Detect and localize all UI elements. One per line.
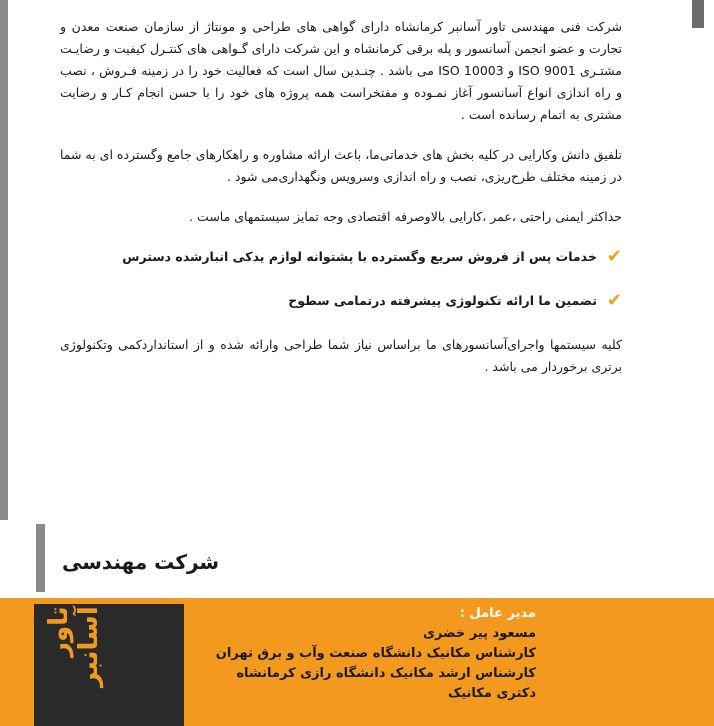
orange-band bbox=[0, 598, 714, 726]
bullet-item-after-sales bbox=[60, 246, 622, 268]
manager-degree-2: کارشناس ارشد مکانیک دانشگاه رازی کرمانشاه bbox=[236, 666, 536, 681]
footer-section bbox=[0, 520, 714, 726]
top-right-bar bbox=[692, 0, 704, 28]
manager-name: مسعود پیر خضری bbox=[423, 626, 536, 641]
check-icon: ✔ bbox=[606, 290, 622, 311]
manager-role: مدیر عامل : bbox=[459, 606, 536, 621]
gray-vertical-bar bbox=[36, 524, 45, 592]
intro-paragraph-1: شرکت فنی مهندسی تاور آسانبر کرمانشاه دارای گواهی های طراحی و مونتاژ از سازمان صنعت معدن و تجارت و عضو انجمن آسانسور و پله برقی کرمانشاه و این شرکت دارای گـواهی های کنتـرل کیفیت و رضایـت مشتـری ISO 9001 و ISO 10003 می باشد . چنـدین سال است که فعالیت خود را در زمینه فـروش ، نصب و راه اندازی انواع آسانسور آغاز نمـوده و مفتخراست همه پروژه های خود را با حسن انجام کـار و رضایت مشتری به اتمام رسانده است . bbox=[60, 19, 623, 122]
main-content bbox=[60, 16, 622, 396]
bullet-text: خدمات پس از فروش سریع وگسترده با پشتوانه لوازم یدکی انبارشده دسترس bbox=[122, 249, 597, 264]
intro-paragraph-2: تلفیق دانش وکارایی در کلیه بخش های خدماتی‌ما، باعث ارائه مشاوره و راهکارهای جامع وگسترده ای به شما در زمینه مختلف طرح‌ریزی، نصب و راه اندازی وسرویس ونگهداری‌می شود . bbox=[60, 147, 622, 184]
brand-name-vertical: تاور آسانبر bbox=[44, 606, 104, 687]
manager-degree-1: کارشناس مکانیک دانشگاه صنعت وآب و برق تهران bbox=[215, 646, 536, 661]
company-label: شرکت مهندسی bbox=[62, 550, 220, 574]
left-gray-strip bbox=[0, 0, 8, 520]
intro-paragraph-3: حداکثر ایمنی راحتی ،عمر ،کارایی بالاوصرفه اقتصادی وجه تمایز سیستمهای ماست . bbox=[189, 209, 622, 224]
manager-info bbox=[216, 604, 536, 704]
bullet-text: تضمین ما ارائه تکنولوژی پیشرفته درتمامی سطوح bbox=[288, 293, 597, 308]
bullet-item-technology bbox=[60, 290, 622, 312]
check-icon: ✔ bbox=[606, 246, 622, 267]
manager-degree-3: دکتری مکانیک bbox=[447, 686, 536, 701]
closing-paragraph: کلیه سیستمها واجرای‌آسانسورهای ما براساس نیاز شما طراحی وارائه شده و از استانداردکمی وتکنولوژی برتری برخوردار می باشد . bbox=[60, 337, 622, 374]
